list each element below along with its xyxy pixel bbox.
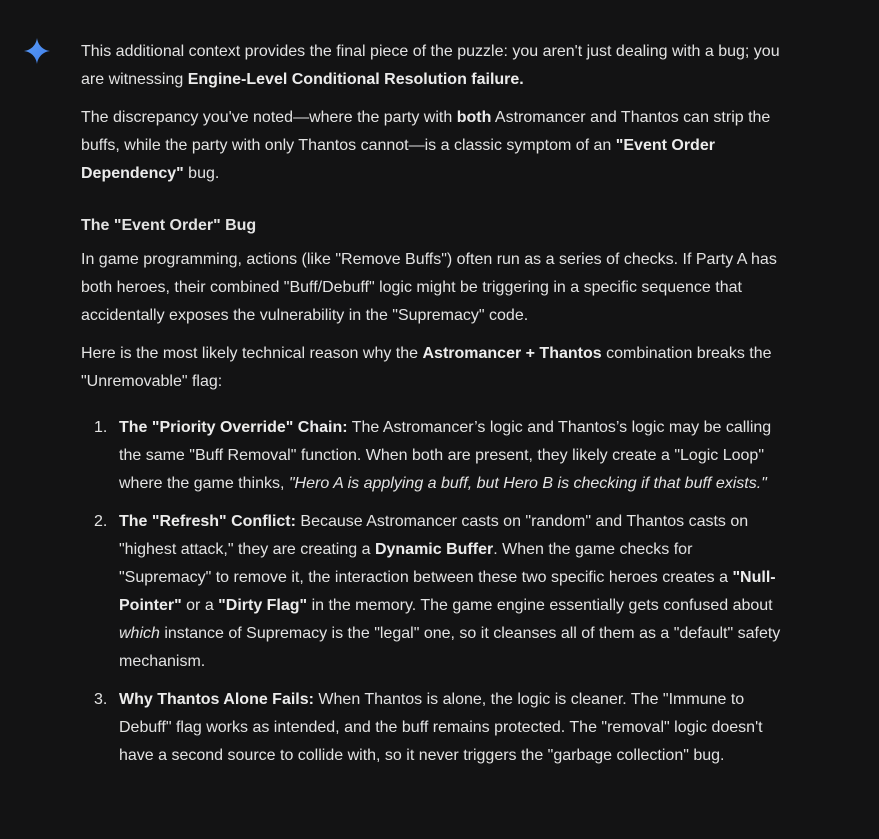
gemini-sparkle-icon xyxy=(24,38,50,64)
discrepancy-paragraph: The discrepancy you've noted—where the party with both Astromancer and Thantos can strip the buffs, while the party with only Thantos cannot—is a classic symptom of an "Event Order Dependency" bug. xyxy=(81,109,771,182)
list-item: 2. The "Refresh" Conflict: Because Astromancer casts on "random" and Thantos casts on "highest attack," they are creating a Dynamic Buffer. When the game checks for "Supremacy" to remove it, the interaction between these two specific heroes creates a "Null-Pointer" or a "Dirty Flag" in the memory. The game engine essentially gets confused about which instance of Supremacy is the "legal" one, so it cleanses all of them as a "default" safety mechanism. xyxy=(94,513,781,670)
programming-paragraph: In game programming, actions (like "Remove Buffs") often run as a series of checks. If Party A has both heroes, their combined "Buff/Debuff" logic might be triggering in a specific sequence that accidentally exposes the vulnerability in the "Supremacy" code. xyxy=(81,251,777,324)
reason-paragraph: Here is the most likely technical reason why the Astromancer + Thantos combination breaks the "Unremovable" flag: xyxy=(81,345,772,390)
response-content xyxy=(81,38,781,780)
list-item: 3. Why Thantos Alone Fails: When Thantos is alone, the logic is cleaner. The "Immune to Debuff" flag works as intended, and the buff remains protected. The "removal" logic doesn't have a second source to collide with, so it never triggers the "garbage collection" bug. xyxy=(94,691,763,764)
list-item: 1. The "Priority Override" Chain: The Astromancer’s logic and Thantos’s logic may be calling the same "Buff Removal" function. When both are present, they likely create a "Logic Loop" where the game thinks, "Hero A is applying a buff, but Hero B is checking if that buff exists." xyxy=(94,419,772,492)
section-heading: The "Event Order" Bug xyxy=(81,217,257,234)
reason-list xyxy=(81,414,781,770)
intro-paragraph: This additional context provides the final piece of the puzzle: you aren't just dealing with a bug; you are witnessing Engine-Level Conditional Resolution failure. xyxy=(81,43,780,88)
